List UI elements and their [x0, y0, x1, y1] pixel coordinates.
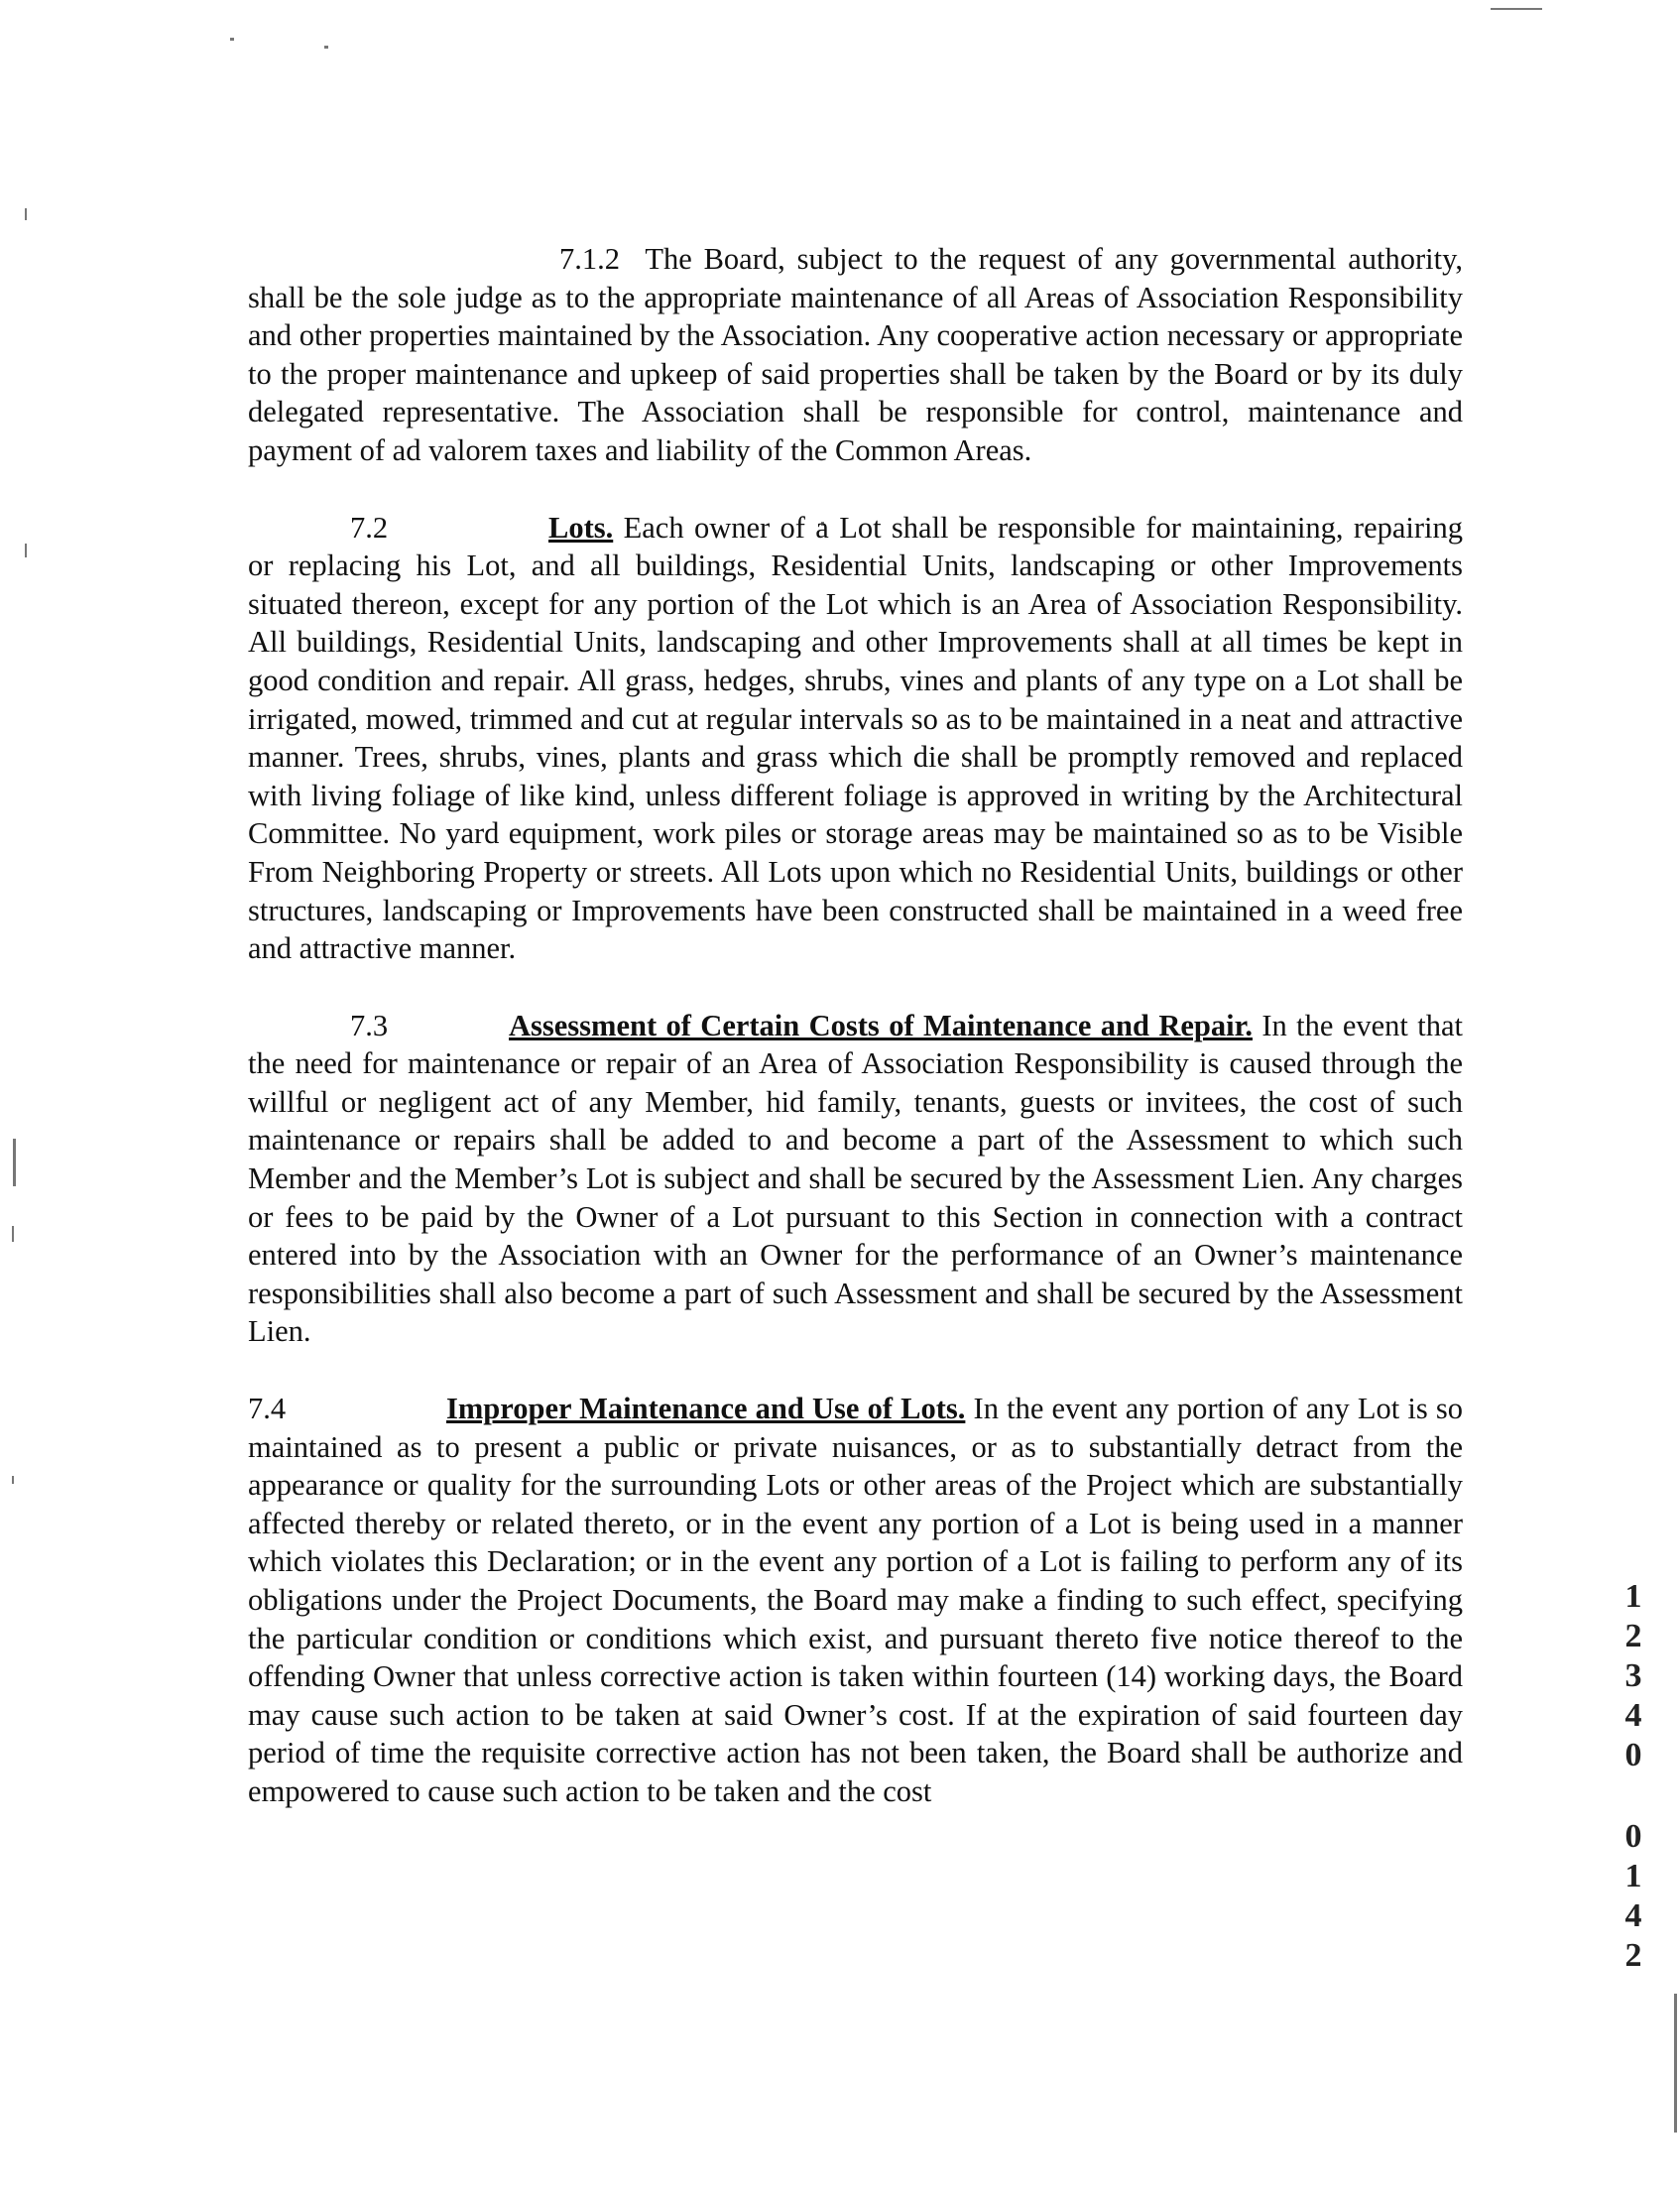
recording-stamp	[1613, 1577, 1654, 1976]
paragraph-text: In the event that the need for maintenance or repair of an Area of Association Responsibility is caused through the willful or negligent act of any Member, hid family, tenants, guests or invitees, the cost of such maintenance or repairs shall be added to and become a part of the Assessment to which such Member and the Member’s Lot is subject and shall be secured by the Assessment Lien. Any charges or fees to be paid by the Owner of a Lot pursuant to this Section in connection with a contract entered into by the Association with an Owner for the performance of an Owner’s maintenance responsibilities shall also become a part of such Assessment and shall be secured by the Assessment Lien.	[248, 1008, 1463, 1349]
section-heading: Improper Maintenance and Use of Lots.	[446, 1392, 966, 1426]
paragraph-7-3	[248, 1007, 1463, 1351]
section-heading: Assessment of Certain Costs of Maintenance and Repair.	[509, 1008, 1253, 1042]
stamp-digit: 4	[1624, 1897, 1642, 1934]
document-body	[248, 240, 1463, 1811]
scan-mark	[12, 1476, 14, 1484]
section-number: 7.4	[248, 1392, 287, 1426]
section-heading: Lots.	[548, 510, 614, 545]
scan-mark	[13, 1139, 16, 1186]
section-number: 7.3	[350, 1008, 389, 1042]
paragraph-7-1-2	[248, 240, 1463, 470]
scan-mark	[324, 46, 328, 49]
scan-mark	[12, 1226, 14, 1242]
paragraph-7-2	[248, 509, 1463, 968]
stamp-digit: 3	[1624, 1657, 1642, 1694]
stamp-digit: 1	[1624, 1578, 1642, 1615]
paragraph-text: Each owner of a Lot shall be responsible for maintaining, repairing or replacing his Lot, and all buildings, Residential Units, landscaping or other Improvements situated thereon, except for any portion of the Lot which is an Area of Association Responsibility. All buildings, Residential Units, landscaping and other Improvements shall at all times be kept in good condition and repair. All grass, hedges, shrubs, vines and plants of any type on a Lot shall be irrigated, mowed, trimmed and cut at regular intervals so as to be maintained in a neat and attractive manner. Trees, shrubs, vines, plants and grass which die shall be promptly removed and replaced with living foliage of like kind, unless different foliage is approved in writing by the Architectural Committee. No yard equipment, work piles or storage areas may be maintained so as to be Visible From Neighboring Property or streets. All Lots upon which no Residential Units, buildings or other structures, landscaping or Improvements have been constructed shall be maintained in a weed free and attractive manner.	[248, 510, 1463, 966]
stamp-digit: 2	[1624, 1618, 1642, 1654]
stamp-digit: 2	[1624, 1937, 1642, 1974]
scan-mark	[1674, 1994, 1677, 2133]
stamp-digit: 0	[1624, 1737, 1642, 1773]
paragraph-7-4	[248, 1390, 1463, 1811]
section-number: 7.1.2	[559, 242, 620, 276]
scan-mark	[1491, 8, 1542, 10]
stamp-gap	[1613, 1775, 1654, 1817]
scan-mark	[25, 208, 27, 220]
scan-mark	[25, 544, 27, 557]
paragraph-text: The Board, subject to the request of any governmental authority, shall be the sole judge as to the appropriate maintenance of all Areas of Association Responsibility and other properties maintained by the Association. Any cooperative action necessary or appropriate to the proper maintenance and upkeep of said properties shall be taken by the Board or by its duly delegated representative. The Association shall be responsible for control, maintenance and payment of ad valorem taxes and liability of the Common Areas.	[248, 242, 1463, 467]
paragraph-text: In the event any portion of any Lot is so maintained as to present a public or private nuisances, or as to substantially detract from the appearance or quality for the surrounding Lots or other areas of the Project which are substantially affected thereby or related thereto, or in the event any portion of a Lot is being used in a manner which violates this Declaration; or in the event any portion of a Lot is failing to perform any of its obligations under the Project Documents, the Board may make a finding to such effect, specifying the particular condition or conditions which exist, and pursuant thereto five notice thereof to the offending Owner that unless corrective action is taken within fourteen (14) working days, the Board may cause such action to be taken at said Owner’s cost. If at the expiration of said fourteen day period of time the requisite corrective action has not been taken, the Board shall be authorize and empowered to cause such action to be taken and the cost	[248, 1392, 1464, 1808]
section-number: 7.2	[350, 510, 389, 545]
stamp-digit: 0	[1624, 1818, 1642, 1855]
stamp-digit: 4	[1624, 1697, 1642, 1734]
stamp-digit: 1	[1624, 1858, 1642, 1894]
scan-mark	[230, 38, 234, 41]
